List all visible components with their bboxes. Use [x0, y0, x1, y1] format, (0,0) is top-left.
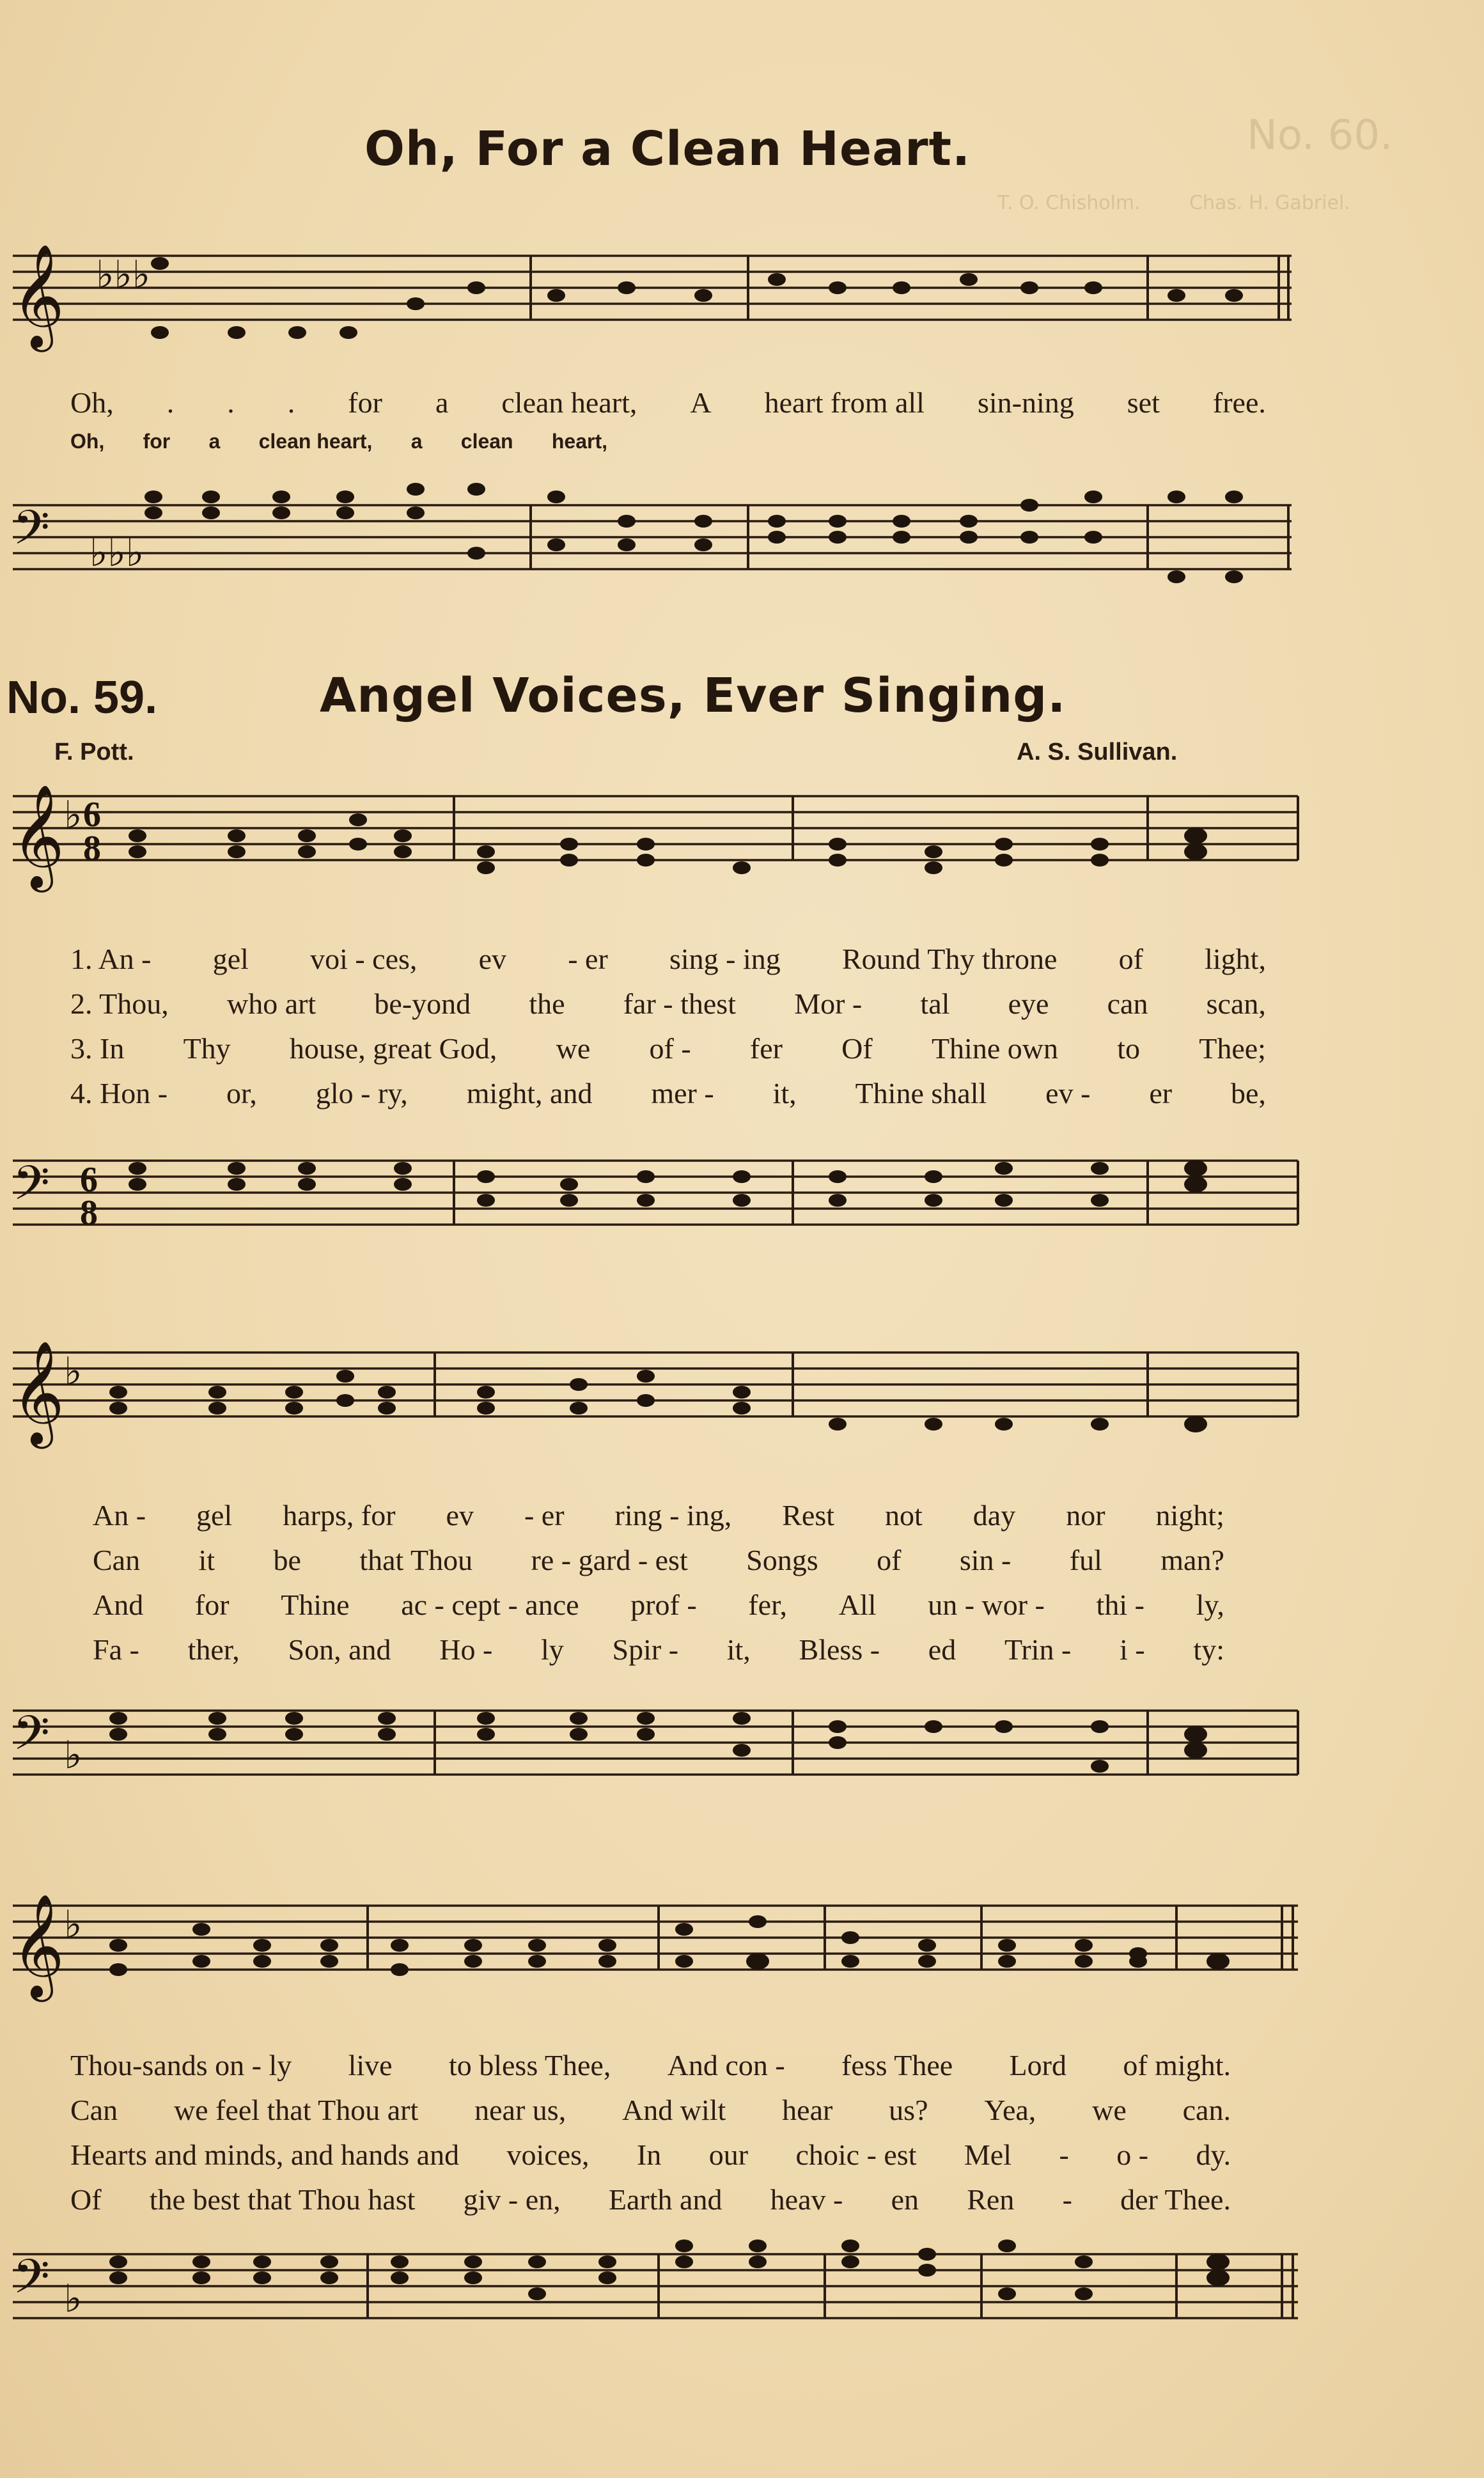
hymn1-lyric-line-2: Oh, for a clean heart, a clean heart, [70, 430, 607, 453]
hymn2-number: No. 59. [6, 672, 158, 723]
hymn1-lyric-line-1: Oh, . . . for a clean heart, A heart from all sin-ning set free. [70, 386, 1266, 419]
bleed-through-right-credit: Chas. H. Gabriel. [1189, 192, 1350, 214]
bass-clef-icon: 𝄢 [13, 1156, 50, 1223]
hymn1-treble-notes [151, 257, 1243, 339]
treble-clef-icon: 𝄞 [12, 1894, 65, 1998]
hymn2-system3-treble-staff [0, 1890, 1484, 2043]
hymn1-title: Oh, For a Clean Heart. [364, 122, 971, 176]
hymn2-title: Angel Voices, Ever Singing. [320, 668, 1066, 723]
hymn2-system1-lyrics [70, 937, 1266, 1116]
flat-key-signature: ♭ [64, 1733, 82, 1778]
treble-clef-icon: 𝄞 [12, 784, 65, 888]
hymn2-author: F. Pott. [54, 739, 134, 765]
hymn2-system1-bass-notes [129, 1161, 1206, 1207]
time-signature-bottom: 8 [80, 1193, 98, 1233]
hymn2-system1-bass-staff [0, 1135, 1484, 1289]
hymn2-system2-lyrics [93, 1493, 1224, 1672]
flat-key-signature: ♭ [64, 1902, 82, 1947]
bleed-through-number: No. 60. [1247, 112, 1393, 159]
flat-key-signature: ♭ [64, 793, 82, 838]
verse-2-line-3: Can we feel that Thou art near us, And wilt hear us? Yea, we can. [70, 2094, 1231, 2126]
hymn1-bass-staff [0, 480, 1484, 633]
bass-clef-icon: 𝄢 [13, 500, 50, 567]
flat-key-signature: ♭ [64, 1349, 82, 1394]
hymn2-system3-lyrics [70, 2043, 1231, 2222]
hymn1-lyrics [70, 380, 1266, 464]
verse-4-line-3: Of the best that Thou hast giv - en, Earth and heav - en Ren - der Thee. [70, 2183, 1231, 2216]
verse-3-line-3: Hearts and minds, and hands and voices, In our choic - est Mel - o - dy. [70, 2138, 1231, 2171]
hymn2-system3-bass-staff [0, 2229, 1484, 2382]
verse-1-line-2: An - gel harps, for ev - er ring - ing, Rest not day nor night; [93, 1499, 1224, 1532]
verse-4-line-1: 4. Hon - or, glo - ry, might, and mer - it, Thine shall ev - er be, [70, 1077, 1266, 1110]
hymn1-treble-staff [0, 230, 1484, 384]
verse-3-line-1: 3. In Thy house, great God, we of - fer Of Thine own to Thee; [70, 1032, 1266, 1065]
bleed-through-left-credit: T. O. Chisholm. [997, 192, 1141, 214]
verse-2-line-2: Can it be that Thou re - gard - est Songs of sin - ful man? [93, 1544, 1224, 1576]
flats-key-signature: ♭♭♭ [90, 531, 144, 576]
hymn2-composer: A. S. Sullivan. [1017, 739, 1178, 765]
bass-clef-icon: 𝄢 [13, 1706, 50, 1773]
time-signature-top: 6 [83, 795, 101, 835]
verse-3-line-2: And for Thine ac - cept - ance prof - fer, All un - wor - thi - ly, [93, 1588, 1224, 1621]
verse-2-line-1: 2. Thou, who art be-yond the far - thest Mor - tal eye can scan, [70, 987, 1266, 1020]
hymn2-system1-treble-staff [0, 780, 1484, 934]
hymn2-system2-treble-staff [0, 1337, 1484, 1490]
hymn2-system2-bass-staff [0, 1685, 1484, 1839]
verse-1-line-1: 1. An - gel voi - ces, ev - er sing - ing Round Thy throne of light, [70, 943, 1266, 975]
bass-clef-icon: 𝄢 [13, 2249, 50, 2316]
treble-clef-icon: 𝄞 [12, 244, 65, 348]
flats-key-signature: ♭♭♭ [96, 253, 150, 297]
time-signature-top: 6 [80, 1160, 98, 1200]
treble-clef-icon: 𝄞 [12, 1340, 65, 1445]
verse-1-line-3: Thou-sands on - ly live to bless Thee, And con - fess Thee Lord of might. [70, 2049, 1231, 2082]
verse-4-line-2: Fa - ther, Son, and Ho - ly Spir - it, Bless - ed Trin - i - ty: [93, 1633, 1224, 1666]
hymn2-system3-treble-notes [109, 1915, 1228, 1976]
flat-key-signature: ♭ [64, 2277, 82, 2321]
time-signature-bottom: 8 [83, 829, 101, 868]
